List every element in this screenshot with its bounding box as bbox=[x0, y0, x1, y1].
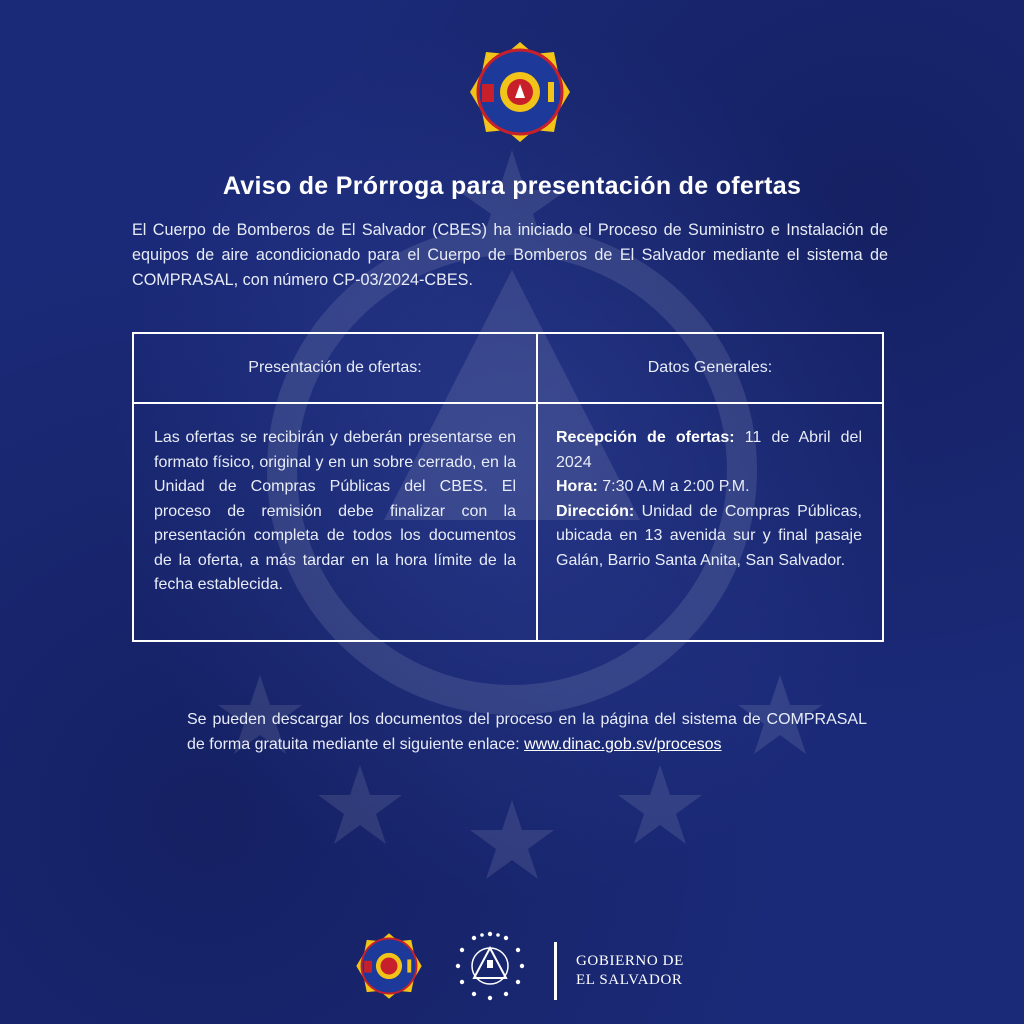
address-value: Unidad de Compras Públicas, ubicada en 13 avenida sur y final pasaje Galán, Barrio Santa Anita, San Salvador. bbox=[556, 502, 862, 569]
table-header-offers: Presentación de ofertas: bbox=[248, 359, 422, 376]
time-row bbox=[556, 475, 862, 500]
procesos-link[interactable]: www.dinac.gob.sv/procesos bbox=[524, 736, 722, 753]
gov-line-2: EL SALVADOR bbox=[576, 972, 683, 988]
intro-paragraph: El Cuerpo de Bomberos de El Salvador (CBES) ha iniciado el Proceso de Suministro e Instalación de equipos de aire acondicionado para el Cuerpo de Bomberos de El Salvador mediante el sistema de COMPRASAL, con número CP-03/2024-CBES. bbox=[132, 221, 888, 289]
reception-value: 11 de Abril del 2024 bbox=[556, 429, 862, 471]
table-divider-horizontal bbox=[134, 402, 882, 404]
address-row bbox=[556, 500, 862, 574]
bomberos-emblem-icon bbox=[468, 40, 572, 144]
page-title: Aviso de Prórroga para presentación de ofertas bbox=[222, 172, 802, 200]
download-text: Se pueden descargar los documentos del proceso en la página del sistema de COMPRASAL de forma gratuita mediante el siguiente enlace: bbox=[187, 711, 867, 753]
gobierno-wordmark bbox=[576, 952, 684, 990]
address-label: Dirección: bbox=[556, 502, 635, 520]
time-label: Hora: bbox=[556, 478, 598, 495]
footer-separator bbox=[554, 942, 557, 1000]
offers-description: Las ofertas se recibirán y deberán presentarse en formato físico, original y en un sobre cerrado, en la Unidad de Compras Públicas del CBES. El proceso de remisión debe finalizar con la presentación completa de todos los documentos de la oferta, a más tardar en la hora límite de la fecha establecida. bbox=[154, 429, 516, 593]
table-header-general-data: Datos Generales: bbox=[647, 359, 773, 376]
general-data-details bbox=[556, 426, 862, 573]
offers-table bbox=[132, 332, 884, 642]
time-value: 7:30 A.M a 2:00 P.M. bbox=[597, 478, 750, 495]
bomberos-emblem-icon bbox=[355, 932, 423, 1000]
reception-row bbox=[556, 426, 862, 475]
reception-label: Recepción de ofertas: bbox=[556, 429, 735, 446]
download-paragraph bbox=[187, 707, 867, 757]
national-coat-of-arms-icon bbox=[452, 928, 528, 1004]
gov-line-1: GOBIERNO DE bbox=[576, 953, 684, 969]
